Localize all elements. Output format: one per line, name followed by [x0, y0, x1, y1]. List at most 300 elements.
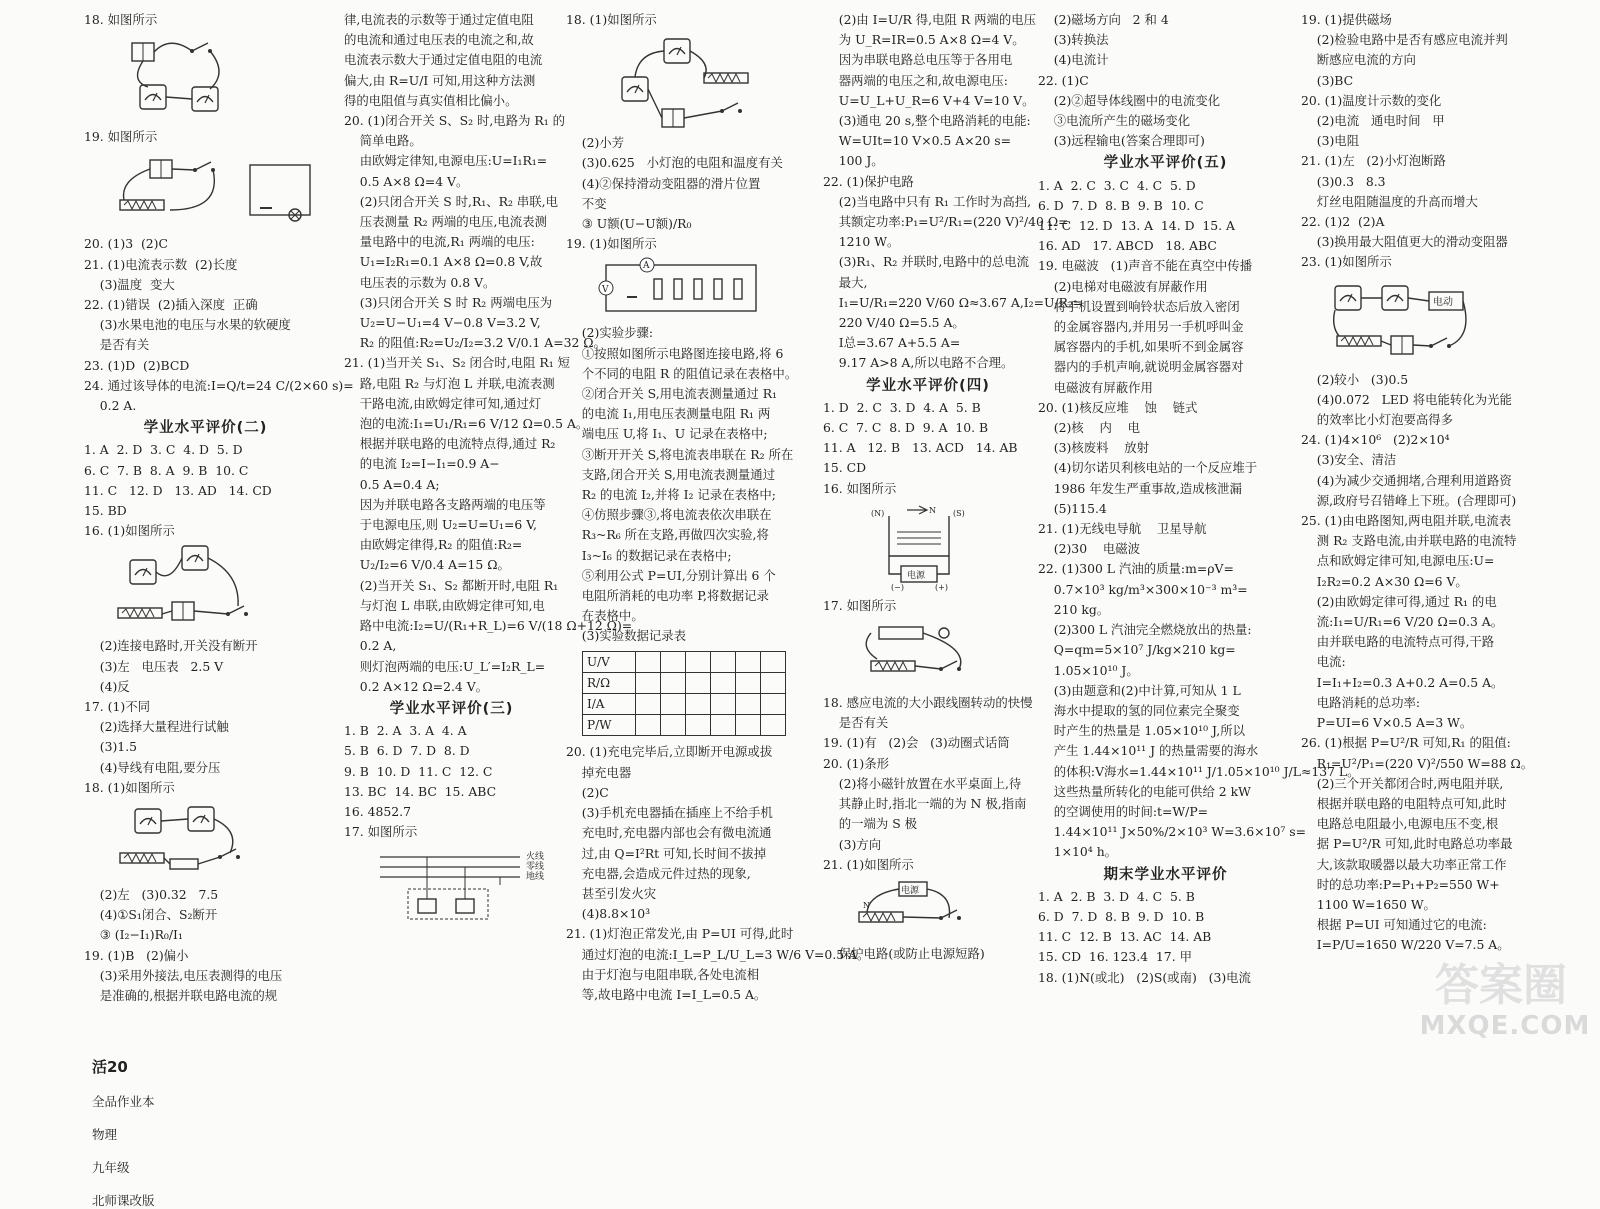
answer-line: (2)选择大量程进行试触 [84, 719, 229, 735]
circuit-figure [110, 150, 327, 230]
answer-line: (2)30 电磁波 [1038, 541, 1140, 557]
answer-line: 18. (1)N(或北) (2)S(或南) (3)电流 [1038, 969, 1251, 985]
answer-line: ③电流所产生的磁场变化 [1038, 113, 1191, 129]
answer-line: 因为并联电路各支路两端的电压等 [344, 496, 546, 512]
answer-column-6 [1301, 10, 1556, 1010]
table-cell [761, 651, 786, 672]
label-ground-wire: 地线 [526, 872, 545, 883]
table-row-header: I/A [583, 694, 636, 715]
answer-line: (3)温度 变大 [84, 276, 175, 292]
answer-line: 15. CD 16. 123.4 17. 甲 [1038, 949, 1192, 965]
answer-line: 由欧姆定律知,电源电压:U=I₁R₁= [344, 153, 548, 169]
answer-line: 11. C 12. D 13. AD 14. CD [84, 482, 272, 498]
table-cell [761, 694, 786, 715]
answer-line: 根据并联电路的电流特点得,通过 R₂ [344, 436, 556, 452]
answer-line: (3)远程输电(答案合理即可) [1038, 133, 1205, 149]
answer-line: (2)检验电路中是否有感应电流并判 [1301, 32, 1508, 48]
answer-line: 6. D 7. D 8. B 9. B 10. C [1038, 197, 1204, 213]
answer-line: 6. D 7. D 8. B 9. D 10. B [1038, 908, 1205, 924]
answer-line: 18. 感应电流的大小跟线圈转动的快慢 [823, 695, 1033, 711]
answer-line: 根据并联电路的电阻特点可知,此时 [1301, 795, 1507, 811]
footer-edition: 北师课改版 [91, 1193, 155, 1208]
answer-line: 11. A 12. B 13. ACD 14. AB [823, 440, 1018, 456]
table-row [583, 715, 786, 736]
answer-line: (3)只闭合开关 S 时 R₂ 两端电压为 [344, 294, 553, 310]
answer-line: 22. (1)C [1038, 72, 1089, 88]
answer-line: U=U_L+U_R=6 V+4 V=10 V。 [823, 92, 1035, 108]
answer-line: 测 R₂ 支路电流,由并联电路的电流特 [1301, 533, 1517, 549]
answer-line: 将手机设置到响铃状态后放入密闭 [1038, 298, 1240, 314]
answer-line: 21. (1)当开关 S₁、S₂ 闭合时,电阻 R₁ 短 [344, 355, 571, 371]
answer-line: 海水中提取的氢的同位素完全聚变 [1038, 702, 1240, 718]
answer-line: 23. (1)D (2)BCD [84, 357, 190, 373]
table-cell [761, 715, 786, 736]
table-cell [686, 694, 711, 715]
answer-line: (4)0.072 LED 将电能转化为光能 [1301, 391, 1512, 407]
table-cell [761, 672, 786, 693]
answer-line: 电流: [1301, 654, 1346, 670]
circuit-figure [110, 33, 327, 123]
answer-line: 25. (1)由电路图知,两电阻并联,电流表 [1301, 513, 1512, 529]
label-neutral-wire: 零线 [526, 862, 545, 873]
svg-text:N: N [929, 505, 936, 515]
answer-line: I=I₁+I₂=0.3 A+0.2 A=0.5 A。 [1301, 674, 1504, 690]
answer-line: 0.7×10³ kg/m³×300×10⁻³ m³= [1038, 581, 1248, 597]
watermark-cn: 答案圈 [1435, 960, 1567, 1011]
answer-line: (3)BC [1301, 72, 1354, 88]
answer-line: (4)导线有电阻,要分压 [84, 759, 221, 775]
watermark-url: MXQE.COM [1419, 1011, 1591, 1041]
answer-line: 流:I₁=U/R₁=6 V/20 Ω=0.3 A。 [1301, 614, 1504, 630]
answer-line: 1986 年发生严重事故,造成核泄漏 [1038, 480, 1242, 496]
answer-line: 18. (1)如图所示 [84, 779, 175, 795]
answer-line: (3)0.625 小灯泡的电阻和温度有关 [566, 155, 783, 171]
answer-line: (2)磁场方向 2 和 4 [1038, 12, 1169, 27]
answer-line: ③ U额(U−U额)/R₀ [566, 216, 692, 232]
answer-line: 则灯泡两端的电压:U_L′=I₂R_L= [344, 658, 546, 674]
section-heading: 期末学业水平评价 [1103, 866, 1228, 883]
answer-line: I₂R₂=0.2 A×30 Ω=6 V。 [1301, 573, 1468, 589]
answer-line: 16. 如图所示 [823, 480, 897, 496]
answer-line: R₁=U²/P₁=(220 V)²/550 W=88 Ω。 [1301, 755, 1534, 771]
answer-line: 1100 W=1650 W。 [1301, 896, 1436, 912]
answer-line: 20. (1)3 (2)C [84, 236, 168, 252]
answer-line: ③断开开关 S,将电流表串联在 R₂ 所在 [566, 446, 794, 462]
answer-line: (4)反 [84, 678, 130, 694]
answer-line: 干路电流,由欧姆定律可知,通过灯 [344, 395, 542, 411]
answer-line: 泡的电流:I₁=U₁/R₁=6 V/12 Ω=0.5 A。 [344, 416, 589, 432]
answer-line: 13. BC 14. BC 15. ABC [344, 783, 497, 799]
section-heading: 学业水平评价(五) [1103, 155, 1228, 172]
answer-line: 17. (1)不同 [84, 699, 150, 715]
answer-line: 电路总电阻最小,电源电压不变,根 [1301, 816, 1499, 832]
footer-book-title: 全品作业本 [91, 1094, 155, 1109]
answer-line: 1. A 2. B 3. D 4. C 5. B [1038, 888, 1195, 904]
svg-text:N: N [863, 900, 870, 910]
answer-line: 1. A 2. D 3. C 4. D 5. D [84, 442, 243, 458]
answer-line: 为 U_R=IR=0.5 A×8 Ω=4 V。 [823, 32, 1025, 48]
answer-line: 偏大,由 R=U/I 可知,用这种方法测 [344, 72, 536, 88]
answer-line: (3)R₁、R₂ 并联时,电路中的总电流 [823, 254, 1030, 270]
answer-line: 其额定功率:P₁=U²/R₁=(220 V)²/40 Ω= [823, 214, 1069, 230]
answer-line: U₁=I₂R₁=0.1 A×8 Ω=0.8 V,故 [344, 254, 543, 270]
table-cell [736, 672, 761, 693]
svg-text:(−): (−) [891, 582, 904, 592]
table-cell [661, 651, 686, 672]
table-row [583, 672, 786, 693]
answer-line: ③ (I₂−I₁)R₀/I₁ [84, 927, 183, 943]
answer-line: 6. C 7. B 8. A 9. B 10. C [84, 462, 249, 478]
answer-line: Q=qm=5×10⁷ J/kg×210 kg= [1038, 642, 1236, 658]
answer-line: (2)电梯对电磁波有屏蔽作用 [1038, 278, 1208, 294]
answer-line: 16. 4852.7 [344, 803, 411, 819]
answer-line: 22. (1)2 (2)A [1301, 214, 1385, 230]
answer-line: (2)将小磁针放置在水平桌面上,待 [823, 775, 1022, 791]
answer-line: 1. A 2. C 3. C 4. C 5. D [1038, 177, 1196, 193]
answer-line: 19. (1)提供磁场 [1301, 12, 1392, 27]
answer-line: 是否有关 [823, 715, 889, 731]
answer-line: 20. (1)充电完毕后,立即断开电源或拔 [566, 744, 773, 760]
answer-line: 属容器内的手机,如果听不到金属容 [1038, 339, 1244, 355]
answer-line: (3)实验数据记录表 [566, 628, 687, 644]
answer-line: (3)方向 [823, 836, 882, 852]
answer-line: 9.17 A>8 A,所以电路不合理。 [823, 355, 1014, 371]
answer-line: 器两端的电压之和,故电源电压: [823, 72, 1008, 88]
section-heading: 学业水平评价(四) [866, 377, 990, 394]
table-row-header: U/V [583, 651, 636, 672]
answer-line: 甚至引发火灾 [566, 885, 657, 901]
answer-line: 个不同的电阻 R 的阻值记录在表格中。 [566, 365, 798, 381]
answer-line: 的电流和通过电压表的电流之和,故 [344, 32, 534, 48]
answer-line: (3)换用最大阻值更大的滑动变阻器 [1301, 234, 1508, 250]
answer-line: 端电压 U,将 I₁、U 记录在表格中; [566, 426, 768, 442]
answer-line: 于电源电压,则 U₂=U=U₁=6 V, [344, 517, 537, 533]
table-cell [711, 715, 736, 736]
answer-line: 16. (1)如图所示 [84, 523, 175, 539]
answer-line: 20. (1)核反应堆 蚀 链式 [1038, 399, 1198, 415]
table-cell [711, 672, 736, 693]
table-cell [686, 672, 711, 693]
footer-page-number: 活20 [91, 1058, 128, 1076]
answer-line: 100 J。 [823, 153, 884, 169]
answer-line: (5)115.4 [1038, 500, 1107, 516]
svg-text:(+): (+) [935, 582, 948, 592]
answer-line: 得的电阻值与真实值相比偏小。 [344, 92, 518, 108]
answer-line: 的效率比小灯泡要高得多 [1301, 412, 1454, 428]
answer-line: W=UIt=10 V×0.5 A×20 s= [823, 133, 1012, 149]
answer-line: 简单电路。 [344, 133, 422, 149]
answer-line: (3)通电 20 s,整个电路消耗的电能: [823, 113, 1031, 129]
answer-line: (3)左 电压表 2.5 V [84, 658, 224, 674]
answer-line: ⑤利用公式 P=UI,分别计算出 6 个 [566, 567, 776, 583]
table-cell [686, 651, 711, 672]
answer-line: 26. (1)根据 P=U²/R 可知,R₁ 的阻值: [1301, 735, 1511, 751]
answer-line: 时的总功率:P=P₁+P₂=550 W+ [1301, 876, 1500, 892]
circuit-figure [1327, 276, 1556, 366]
circuit-figure [849, 619, 1033, 689]
section-heading: 学业水平评价(二) [143, 420, 268, 437]
answer-line: 0.2 A. [84, 398, 137, 414]
answer-line: 20. (1)条形 [823, 755, 889, 771]
circuit-figure [110, 544, 327, 632]
svg-text:A: A [643, 261, 650, 272]
answer-line: I₁=U/R₁=220 V/60 Ω≈3.67 A,I₂=U/R₂= [823, 294, 1084, 310]
answer-line: 充电器,会造成元件过热的现象, [566, 865, 751, 881]
svg-text:(S): (S) [953, 508, 965, 518]
answer-line: 的体积:V海水=1.44×10¹¹ J/1.05×10¹⁰ J/L≈137 L。 [1038, 763, 1360, 779]
answer-line: 19. 如图所示 [84, 129, 158, 145]
answer-line: U₂=U−U₁=4 V−0.8 V=3.2 V, [344, 315, 541, 331]
answer-line: 1. D 2. C 3. D 4. A 5. B [823, 399, 981, 415]
answer-line: (3)0.3 8.3 [1301, 173, 1386, 189]
answer-line: (2)连接电路时,开关没有断开 [84, 638, 258, 654]
answer-line: 5. B 6. D 7. D 8. D [344, 743, 470, 759]
answer-line: 电流表示数大于通过定值电阻的电流 [344, 52, 543, 68]
answer-line: 21. (1)无线电导航 卫星导航 [1038, 521, 1207, 537]
answer-line: R₂ 的电流 I₂,并将 I₂ 记录在表格中; [566, 487, 776, 503]
answer-line: (2)左 (3)0.32 7.5 [84, 887, 219, 903]
answer-line: (2)当电路中只有 R₁ 工作时为高挡, [823, 193, 1032, 209]
answer-line: (3)电阻 [1301, 133, 1360, 149]
answer-line: 的电流 I₁,用电压表测量电阻 R₁ 两 [566, 406, 771, 422]
answer-line: 时产生的热量是 1.05×10¹⁰ J,所以 [1038, 723, 1245, 739]
answer-line: 220 V/40 Ω=5.5 A。 [823, 315, 965, 331]
answer-line: 据 P=U²/R 可知,此时电路总功率最 [1301, 836, 1513, 852]
table-row [583, 651, 786, 672]
answer-line: 是准确的,根据并联电路电流的规 [84, 988, 278, 1004]
answer-line: 由并联电路的电流特点可得,干路 [1301, 634, 1495, 650]
answer-line: 路,电阻 R₂ 与灯泡 L 并联,电流表测 [344, 375, 555, 391]
answer-line: 21. (1)电流表示数 (2)长度 [84, 256, 238, 272]
section-heading: 学业水平评价(三) [389, 700, 514, 717]
answer-line: 等,故电路中电流 I=I_L=0.5 A。 [566, 986, 767, 1002]
answer-line: (2)由欧姆定律可得,通过 R₁ 的电 [1301, 593, 1497, 609]
answer-line: (3)采用外接法,电压表测得的电压 [84, 967, 283, 983]
answer-line: 20. (1)温度计示数的变化 [1301, 92, 1442, 108]
table-cell [636, 715, 661, 736]
answer-line: 电磁波有屏蔽作用 [1038, 379, 1153, 395]
label-live-wire: 火线 [526, 852, 545, 863]
answer-line: 1×10⁴ h。 [1038, 844, 1118, 860]
answer-line: 根据 P=UI 可知通过它的电流: [1301, 917, 1487, 933]
svg-text:电源: 电源 [901, 885, 920, 896]
answer-line: (2)核 内 电 [1038, 420, 1140, 436]
table-cell [636, 694, 661, 715]
answer-line: 9. B 10. D 11. C 12. C [344, 763, 493, 779]
table-cell [661, 672, 686, 693]
answer-line: P=UI=6 V×0.5 A=3 W。 [1301, 715, 1473, 731]
answer-line: 最大, [823, 274, 868, 290]
table-cell [636, 651, 661, 672]
answer-line: 18. (1)如图所示 [566, 12, 657, 27]
answer-line: 不变 [566, 195, 607, 211]
answer-line: 19. (1)如图所示 [566, 236, 657, 252]
answer-line: 20. (1)闭合开关 S、S₂ 时,电路为 R₁ 的 [344, 113, 566, 129]
answer-line: 21. (1)如图所示 [823, 856, 914, 872]
answer-line: 过,由 Q=I²Rt 可知,长时间不拔掉 [566, 845, 767, 861]
answer-line: 11. C 12. D 13. A 14. D 15. A [1038, 218, 1235, 234]
answer-line: 22. (1)错误 (2)插入深度 正确 [84, 297, 258, 313]
answer-line: 的金属容器内,并用另一手机呼叫金 [1038, 319, 1244, 335]
answer-line: 1.44×10¹¹ J×50%/2×10³ W=3.6×10⁷ s= [1038, 824, 1306, 840]
table-cell [686, 715, 711, 736]
answer-line: 24. 通过该导体的电流:I=Q/t=24 C/(2×60 s)= [84, 377, 354, 393]
answer-line: 的电流 I₂=I−I₁=0.9 A− [344, 456, 500, 472]
svg-text:V: V [602, 285, 609, 296]
answer-line: (3)水果电池的电压与水果的软硬度 [84, 317, 291, 333]
answer-line: 大,该款取暖器以最大功率正常工作 [1301, 856, 1507, 872]
answer-line: 器内的手机声响,就说明金属容器对 [1038, 359, 1244, 375]
answer-line: 支路,闭合开关 S,用电流表测量通过 [566, 466, 776, 482]
answer-line: 19. (1)有 (2)会 (3)动圈式话筒 [823, 735, 1010, 751]
answer-line: (2)三个开关都闭合时,两电阻并联, [1301, 775, 1504, 791]
svg-text:电源: 电源 [907, 570, 926, 581]
answer-line: 21. (1)左 (2)小灯泡断路 [1301, 153, 1446, 169]
answer-line: 产生 1.44×10¹¹ J 的热量需要的海水 [1038, 743, 1259, 759]
answer-line: 点和欧姆定律可知,电源电压:U= [1301, 553, 1495, 569]
answer-line: 1210 W。 [823, 234, 900, 250]
answer-line: ②闭合开关 S,用电流表测量通过 R₁ [566, 386, 777, 402]
answer-line: 17. 如图所示 [823, 597, 897, 613]
answer-line: 的一端为 S 极 [823, 816, 918, 832]
answer-line: 因为串联电路总电压等于各用电 [823, 52, 1013, 68]
table-row-header: P/W [583, 715, 636, 736]
answer-line: (2)较小 (3)0.5 [1301, 371, 1409, 387]
data-record-table [582, 651, 786, 737]
footer-subject: 物理 [91, 1127, 117, 1142]
answer-line: 充电时,充电器内部也会有微电流通 [566, 825, 772, 841]
answer-line: 1. B 2. A 3. A 4. A [344, 723, 467, 739]
answer-line: (2)实验步骤: [566, 325, 654, 341]
answer-line: (4)②保持滑动变阻器的滑片位置 [566, 175, 761, 191]
answer-line: (2)300 L 汽油完全燃烧放出的热量: [1038, 622, 1252, 638]
answer-line: (2)只闭合开关 S 时,R₁、R₂ 串联,电 [344, 193, 558, 209]
answer-line: (3)手机充电器插在插座上不给手机 [566, 805, 773, 821]
table-cell [711, 651, 736, 672]
answer-line: 15. BD [84, 503, 127, 519]
answer-line: 21. (1)灯泡正常发光,由 P=UI 可得,此时 [566, 926, 794, 942]
answer-line: (3)转换法 [1038, 32, 1109, 48]
answer-line: 0.2 A, [344, 638, 397, 654]
table-cell [711, 694, 736, 715]
watermark-logo [1415, 945, 1595, 1055]
answer-line: 11. C 12. B 13. AC 14. AB [1038, 929, 1212, 945]
answer-line: (3)核废料 放射 [1038, 440, 1150, 456]
answer-line: (4)电流计 [1038, 52, 1109, 68]
answer-line: 量电路中的电流,R₁ 两端的电压: [344, 234, 535, 250]
answer-line: 源,政府号召错峰上下班。(合理即可) [1301, 492, 1517, 508]
answer-line: 压表测量 R₂ 两端的电压,电流表测 [344, 214, 547, 230]
answer-line: R₂ 的阻值:R₂=U₂/I₂=3.2 V/0.1 A=32 Ω。 [344, 335, 606, 351]
circuit-figure [110, 801, 327, 881]
svg-text:电动: 电动 [1433, 296, 1453, 308]
answer-column-1 [84, 10, 354, 1010]
page-footer [84, 1041, 155, 1208]
answer-line: (4)①S₁闭合、S₂断开 [84, 907, 218, 923]
table-cell [661, 715, 686, 736]
answer-line: (2)小芳 [566, 135, 625, 151]
answer-line: (4)为减少交通拥堵,合理利用道路资 [1301, 472, 1512, 488]
answer-line: 由欧姆定律得,R₂ 的阻值:R₂= [344, 537, 523, 553]
answer-line: (2)C [566, 784, 609, 800]
answer-line: (2)当开关 S₁、S₂ 都断开时,电阻 R₁ [344, 577, 559, 593]
answer-line: U₂/I₂=6 V/0.4 A=15 Ω。 [344, 557, 510, 573]
answer-line: 电路消耗的总功率: [1301, 694, 1421, 710]
answer-line: 的空调使用的时间:t=W/P= [1038, 803, 1209, 819]
answer-line: I总=3.67 A+5.5 A= [823, 335, 961, 351]
answer-line: ④仿照步骤③,将电流表依次串联在 [566, 507, 772, 523]
answer-line: 是否有关 [84, 337, 150, 353]
table-cell [661, 694, 686, 715]
answer-line: (3)由题意和(2)中计算,可知从 1 L [1038, 682, 1241, 698]
answer-line: (3)安全、清洁 [1301, 452, 1397, 468]
answer-line: 22. (1)保护电路 [823, 173, 914, 189]
answer-line: 由于灯泡与电阻串联,各处电流相 [566, 966, 760, 982]
svg-text:(N): (N) [871, 508, 885, 518]
answer-line: 电阻所消耗的电功率 P,将数据记录 [566, 588, 769, 604]
answer-line: 22. (1)300 L 汽油的质量:m=ρV= [1038, 561, 1234, 577]
answer-line: I=P/U=1650 W/220 V=7.5 A。 [1301, 937, 1510, 953]
answer-line: 0.5 A=0.4 A; [344, 476, 440, 492]
answer-line: 16. AD 17. ABCD 18. ABC [1038, 238, 1217, 254]
answer-line: 23. (1)如图所示 [1301, 254, 1392, 270]
answer-line: 这些热量所转化的电能可供给 2 kW [1038, 783, 1251, 799]
circuit-figure [592, 33, 809, 129]
table-row-header: R/Ω [583, 672, 636, 693]
answer-line: 1.05×10¹⁰ J。 [1038, 662, 1139, 678]
answer-line: (2)由 I=U/R 得,电阻 R 两端的电压 [823, 12, 1037, 27]
answer-line: 15. CD [823, 460, 867, 476]
circuit-figure [849, 502, 1033, 592]
answer-line: (3)1.5 [84, 739, 138, 755]
answer-line: (4)切尔诺贝利核电站的一个反应堆于 [1038, 460, 1258, 476]
footer-grade: 九年级 [91, 1160, 130, 1175]
answer-line: 掉充电器 [566, 764, 632, 780]
answer-line: 24. (1)4×10⁶ (2)2×10⁴ [1301, 432, 1450, 448]
answer-line: 6. C 7. C 8. D 9. A 10. B [823, 420, 989, 436]
answer-line: 律,电流表的示数等于通过定值电阻 [344, 12, 534, 27]
answer-line: (2)②超导体线圈中的电流变化 [1038, 92, 1220, 108]
answer-line: 路中电流:I₂=U/(R₁+R_L)=6 V/(18 Ω+12 Ω)= [344, 618, 633, 634]
table-cell [636, 672, 661, 693]
answer-line: 与灯泡 L 串联,由欧姆定律可知,电 [344, 597, 545, 613]
answer-line: 其静止时,指北一端的为 N 极,指南 [823, 796, 1027, 812]
circuit-figure [849, 878, 1033, 940]
circuit-figure [592, 257, 809, 319]
answer-line: 通过灯泡的电流:I_L=P_L/U_L=3 W/6 V=0.5 A。 [566, 946, 870, 962]
answer-line: 19. (1)B (2)偏小 [84, 947, 189, 963]
table-cell [736, 694, 761, 715]
answer-line: 保护电路(或防止电源短路) [823, 945, 985, 961]
answer-line: 210 kg。 [1038, 601, 1110, 617]
answer-line: ①按照如图所示电路图连接电路,将 6 [566, 345, 784, 361]
answer-line: 0.2 A×12 Ω=2.4 V。 [344, 678, 489, 694]
answer-line: 在表格中。 [566, 608, 644, 624]
table-cell [736, 651, 761, 672]
answer-line: 0.5 A×8 Ω=4 V。 [344, 173, 469, 189]
table-cell [736, 715, 761, 736]
answer-line: 电压表的示数为 0.8 V。 [344, 274, 496, 290]
circuit-figure [370, 845, 559, 925]
answer-line: I₃~I₆ 的数据记录在表格中; [566, 547, 732, 563]
answer-line: R₃~R₆ 所在支路,再做四次实验,将 [566, 527, 769, 543]
answer-line: 断感应电流的方向 [1301, 52, 1416, 68]
answer-line: 19. 电磁波 (1)声音不能在真空中传播 [1038, 258, 1253, 274]
answer-line: (2)电流 通电时间 甲 [1301, 113, 1445, 129]
answer-line: 18. 如图所示 [84, 12, 158, 27]
answer-line: 灯丝电阻随温度的升高而增大 [1301, 193, 1478, 209]
answer-line: 17. 如图所示 [344, 824, 418, 840]
